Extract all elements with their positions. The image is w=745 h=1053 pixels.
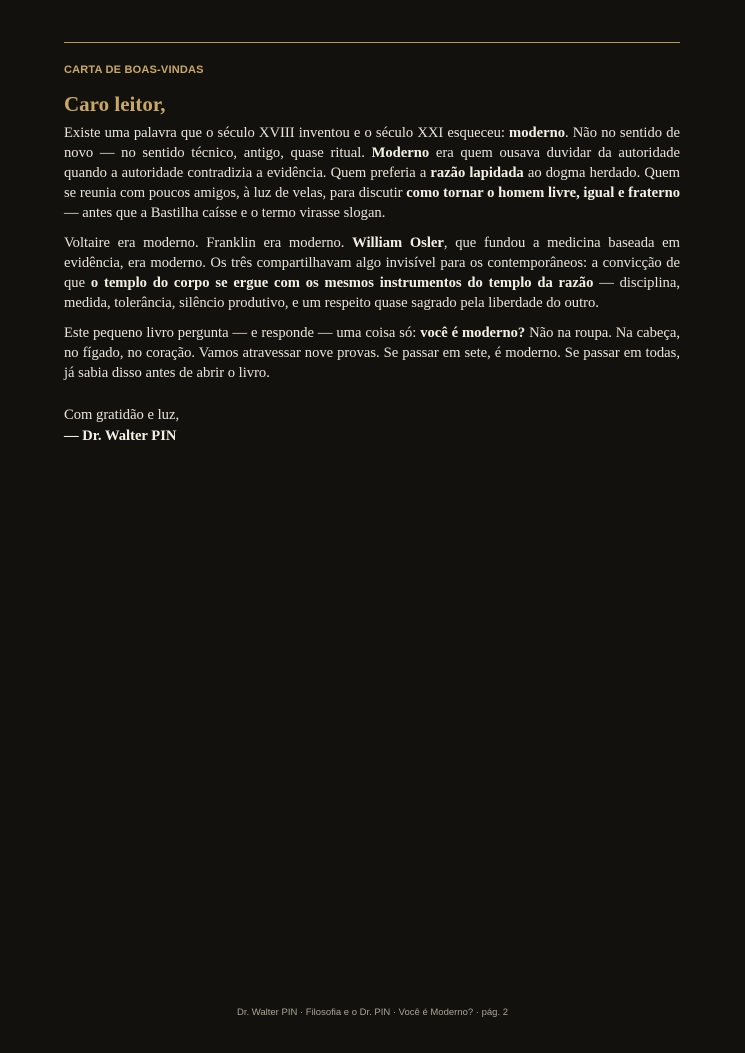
header-rule	[64, 42, 680, 43]
text-run: — antes que a Bastilha caísse e o termo virasse slogan.	[64, 205, 386, 221]
text-run: Este pequeno livro pergunta — e responde — uma coisa só:	[64, 325, 421, 341]
text-run: , que fundou a medicina baseada em evidência, era moderno. Os três compartilhavam algo invisível para os contemporâneos: a convicção de que	[64, 235, 680, 291]
letter-body	[64, 123, 680, 393]
page-footer: Dr. Walter PIN · Filosofia e o Dr. PIN · Você é Moderno? · pág. 2	[236, 1007, 509, 1018]
emphasis-text: moderno	[509, 125, 565, 141]
text-run: . Não no sentido de novo — no sentido técnico, antigo, quase ritual.	[64, 125, 680, 161]
page-title: Caro leitor,	[64, 92, 166, 116]
text-run: Não na roupa. Na cabeça, no fígado, no coração. Vamos atravessar nove provas. Se passar em sete, é moderno. Se passar em todas, já sabia disso antes de abrir o livro.	[64, 325, 680, 381]
closing-block	[64, 405, 179, 447]
paragraph-1	[64, 123, 680, 223]
text-run: Existe uma palavra que o século XVIII inventou e o século XXI esqueceu:	[64, 125, 510, 141]
text-run: era quem ousava duvidar da autoridade quando a autoridade contradizia a evidência. Quem preferia a	[64, 145, 680, 181]
signature: — Dr. Walter PIN	[64, 428, 177, 444]
section-label: CARTA DE BOAS-VINDAS	[64, 64, 204, 76]
text-run: Voltaire era moderno. Franklin era moderno.	[64, 235, 353, 251]
emphasis-text: William Osler	[352, 235, 444, 251]
closing-line: Com gratidão e luz,	[64, 407, 180, 423]
emphasis-text: você é moderno?	[420, 325, 526, 341]
text-run: ao dogma herdado. Quem se reunia com poucos amigos, à luz de velas, para discutir	[64, 165, 680, 201]
emphasis-text: razão lapidada	[430, 165, 524, 181]
paragraph-2	[64, 233, 680, 313]
text-run: — disciplina, medida, tolerância, silêncio produtivo, e um respeito quase sagrado pela liberdade do outro.	[64, 275, 680, 311]
emphasis-text: Moderno	[371, 145, 430, 161]
paragraph-3	[64, 323, 680, 383]
emphasis-text: o templo do corpo se ergue com os mesmos instrumentos do templo da razão	[90, 275, 594, 291]
emphasis-text: como tornar o homem livre, igual e fraterno	[406, 185, 680, 201]
